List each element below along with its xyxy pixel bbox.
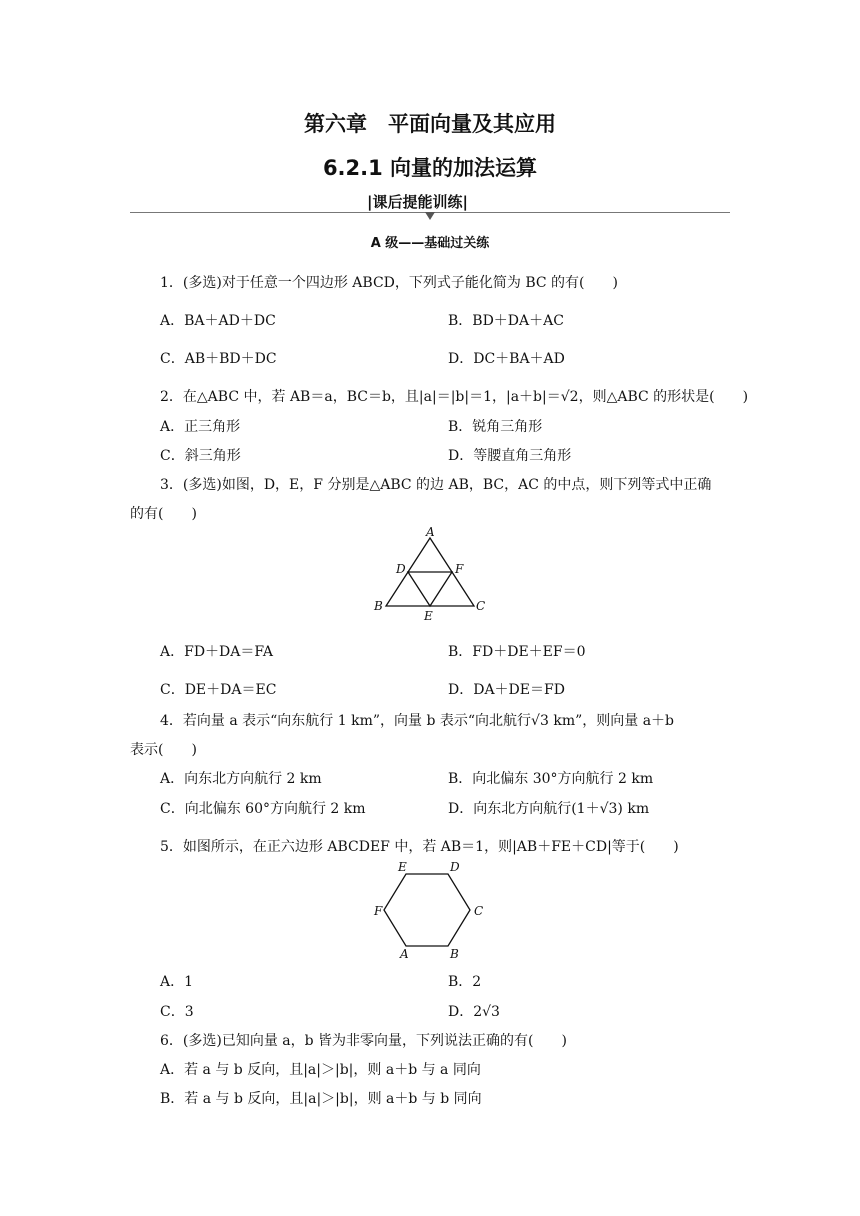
exercise-tag: |课后提能训练| bbox=[367, 193, 468, 211]
q4-option-c: C．向北偏东 60°方向航行 2 km bbox=[160, 801, 366, 817]
q5-option-a: A．1 bbox=[160, 974, 194, 990]
q4-option-a: A．向东北方向航行 2 km bbox=[160, 771, 322, 787]
hex-label-b: B bbox=[450, 947, 459, 961]
q3-stem-line2: 的有( ) bbox=[130, 506, 197, 522]
divider-marker-icon bbox=[425, 212, 435, 220]
q3-option-b: B．FD＋DE＋EF＝0 bbox=[448, 644, 586, 660]
q2-option-b: B．锐角三角形 bbox=[448, 419, 543, 435]
midpoint-triangle bbox=[408, 572, 452, 606]
figure-label-d: D bbox=[396, 562, 406, 576]
hex-label-e: E bbox=[398, 860, 407, 874]
q6-stem: 6．(多选)已知向量 a，b 皆为非零向量，下列说法正确的有( ) bbox=[160, 1033, 567, 1049]
figure-label-b: B bbox=[374, 599, 383, 613]
q3-stem-line1: 3．(多选)如图，D，E，F 分别是△ABC 的边 AB，BC，AC 的中点，则下列等式中正确 bbox=[160, 477, 712, 493]
q4-stem-line1: 4．若向量 a 表示“向东航行 1 km”，向量 b 表示“向北航行√3 km”，则向量 a＋b bbox=[160, 713, 675, 729]
q2-stem: 2．在△ABC 中，若 AB＝a，BC＝b，且|a|＝|b|＝1，|a＋b|＝√2，则△ABC 的形状是( ) bbox=[160, 389, 749, 405]
q5-option-d: D．2√3 bbox=[448, 1004, 500, 1020]
level-heading: A 级——基础过关练 bbox=[370, 236, 490, 251]
q2-option-d: D．等腰直角三角形 bbox=[448, 448, 572, 464]
hex-label-f: F bbox=[374, 904, 383, 918]
regular-hexagon bbox=[384, 874, 470, 946]
q1-option-b: B．BD＋DA＋AC bbox=[448, 313, 564, 329]
q5-option-c: C．3 bbox=[160, 1004, 194, 1020]
figure-label-e: E bbox=[424, 609, 433, 623]
section-title: 6.2.1 向量的加法运算 bbox=[322, 156, 538, 180]
exercise-tag-text: 课后提能训练 bbox=[372, 193, 463, 211]
hex-label-d: D bbox=[450, 860, 460, 874]
q1-option-a: A．BA＋AD＋DC bbox=[160, 313, 276, 329]
hex-label-a: A bbox=[400, 947, 409, 961]
triangle-figure bbox=[368, 526, 492, 626]
figure-label-c: C bbox=[476, 599, 486, 613]
q1-stem: 1．(多选)对于任意一个四边形 ABCD，下列式子能化简为 BC 的有( ) bbox=[160, 275, 618, 291]
q4-stem-line2: 表示( ) bbox=[130, 742, 197, 758]
q2-option-a: A．正三角形 bbox=[160, 419, 241, 435]
hex-label-c: C bbox=[474, 904, 484, 918]
q3-option-a: A．FD＋DA＝FA bbox=[160, 644, 273, 660]
q6-option-b: B．若 a 与 b 反向，且|a|＞|b|，则 a＋b 与 b 同向 bbox=[160, 1091, 482, 1107]
chapter-title: 第六章 平面向量及其应用 bbox=[304, 112, 556, 136]
q5-stem: 5．如图所示，在正六边形 ABCDEF 中，若 AB＝1，则|AB＋FE＋CD|等于( ) bbox=[160, 839, 679, 855]
q6-option-a: A．若 a 与 b 反向，且|a|＞|b|，则 a＋b 与 a 同向 bbox=[160, 1062, 481, 1078]
q2-option-c: C．斜三角形 bbox=[160, 448, 241, 464]
figure-label-f: F bbox=[455, 562, 464, 576]
figure-label-a: A bbox=[426, 526, 435, 539]
q4-option-d: D．向东北方向航行(1＋√3) km bbox=[448, 801, 650, 817]
q5-option-b: B．2 bbox=[448, 974, 482, 990]
hexagon-figure bbox=[368, 858, 492, 962]
q3-option-c: C．DE＋DA＝EC bbox=[160, 682, 277, 698]
q4-option-b: B．向北偏东 30°方向航行 2 km bbox=[448, 771, 654, 787]
q1-option-d: D．DC＋BA＋AD bbox=[448, 351, 565, 367]
q3-option-d: D．DA＋DE＝FD bbox=[448, 682, 565, 698]
q1-option-c: C．AB＋BD＋DC bbox=[160, 351, 277, 367]
